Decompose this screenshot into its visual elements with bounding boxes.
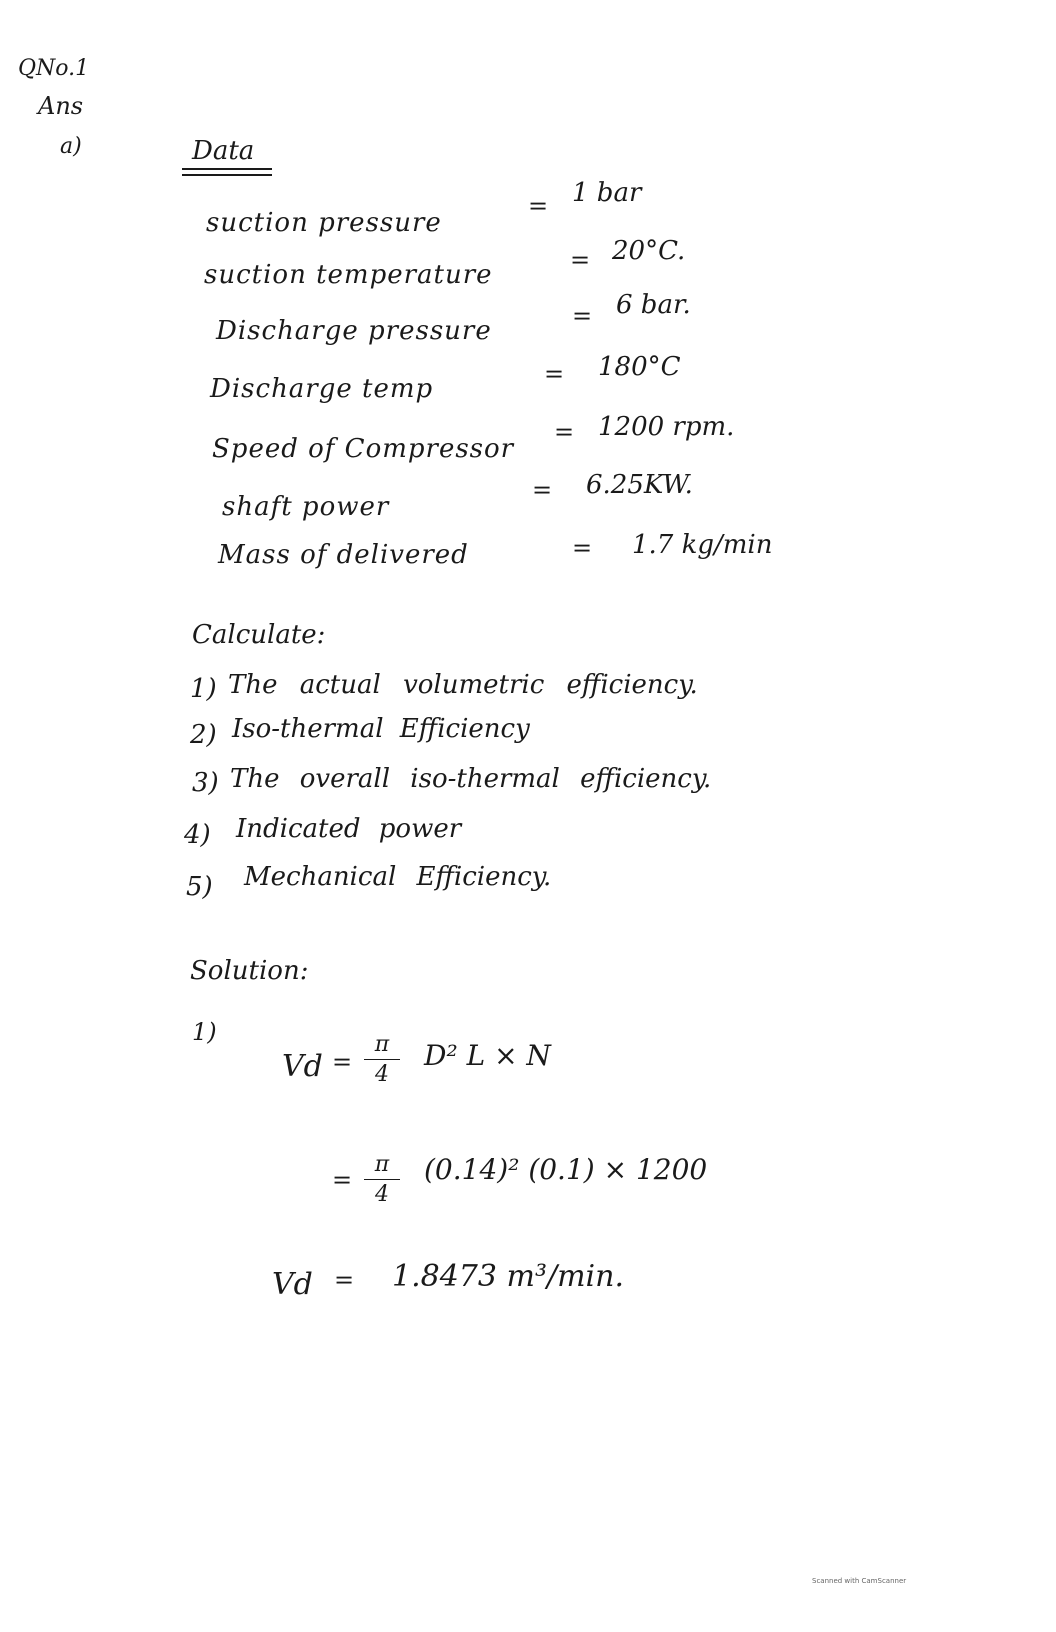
data-value: 6.25KW. [586, 470, 693, 500]
list-item: The actual volumetric efficiency. [228, 670, 698, 700]
data-value: 1 bar [572, 178, 642, 208]
fraction-denominator: 4 [375, 1062, 389, 1087]
fraction-denominator: 4 [375, 1182, 389, 1207]
expression: (0.14)² (0.1) × 1200 [424, 1153, 708, 1186]
list-item-number: 5) [186, 872, 213, 902]
fraction [364, 1152, 400, 1207]
data-value: 20°C. [612, 236, 686, 266]
data-equals: = [554, 418, 575, 446]
fraction [364, 1032, 400, 1087]
data-label: suction temperature [204, 260, 493, 290]
list-item-number: 1) [190, 674, 217, 704]
data-value: 6 bar. [616, 290, 691, 320]
scanner-watermark: Scanned with CamScanner [812, 1577, 907, 1585]
fraction-numerator: π [364, 1032, 400, 1060]
fraction-numerator: π [364, 1152, 400, 1180]
question-number: QNo.1 [18, 56, 90, 81]
expression: D² L × N [424, 1039, 551, 1072]
list-item: Iso-thermal Efficiency [232, 714, 530, 744]
lhs-symbol: Vd [272, 1267, 313, 1302]
heading-underline-1 [182, 168, 272, 170]
list-item: Indicated power [236, 814, 462, 844]
list-item-number: 4) [184, 820, 211, 850]
data-label: Discharge temp [210, 374, 434, 404]
data-label: suction pressure [206, 208, 442, 238]
data-equals: = [544, 360, 565, 388]
data-value: 1.7 kg/min [632, 530, 773, 560]
result-value: 1.8473 m³/min. [392, 1259, 624, 1294]
data-label: Discharge pressure [216, 316, 492, 346]
list-item: The overall iso-thermal efficiency. [230, 764, 712, 794]
answer-label: Ans [38, 92, 84, 120]
data-equals: = [532, 476, 553, 504]
calculate-heading: Calculate: [192, 620, 326, 650]
data-equals: = [570, 246, 591, 274]
equals-sign: = [332, 1166, 353, 1194]
list-item-number: 3) [192, 768, 219, 798]
data-value: 1200 rpm. [598, 412, 735, 442]
data-label: Speed of Compressor [212, 434, 515, 464]
data-label: shaft power [222, 492, 390, 522]
solution-step-number: 1) [192, 1018, 217, 1046]
list-item: Mechanical Efficiency. [244, 862, 552, 892]
data-heading: Data [192, 136, 255, 166]
solution-heading: Solution: [190, 956, 309, 986]
heading-underline-2 [182, 174, 272, 176]
list-item-number: 2) [190, 720, 217, 750]
data-value: 180°C [598, 352, 681, 382]
equals-sign: = [332, 1048, 353, 1076]
equals-sign: = [334, 1266, 355, 1294]
data-equals: = [528, 192, 549, 220]
lhs-symbol: Vd [282, 1049, 323, 1084]
part-label: a) [60, 134, 82, 159]
data-equals: = [572, 534, 593, 562]
data-equals: = [572, 302, 593, 330]
data-label: Mass of delivered [218, 540, 469, 570]
